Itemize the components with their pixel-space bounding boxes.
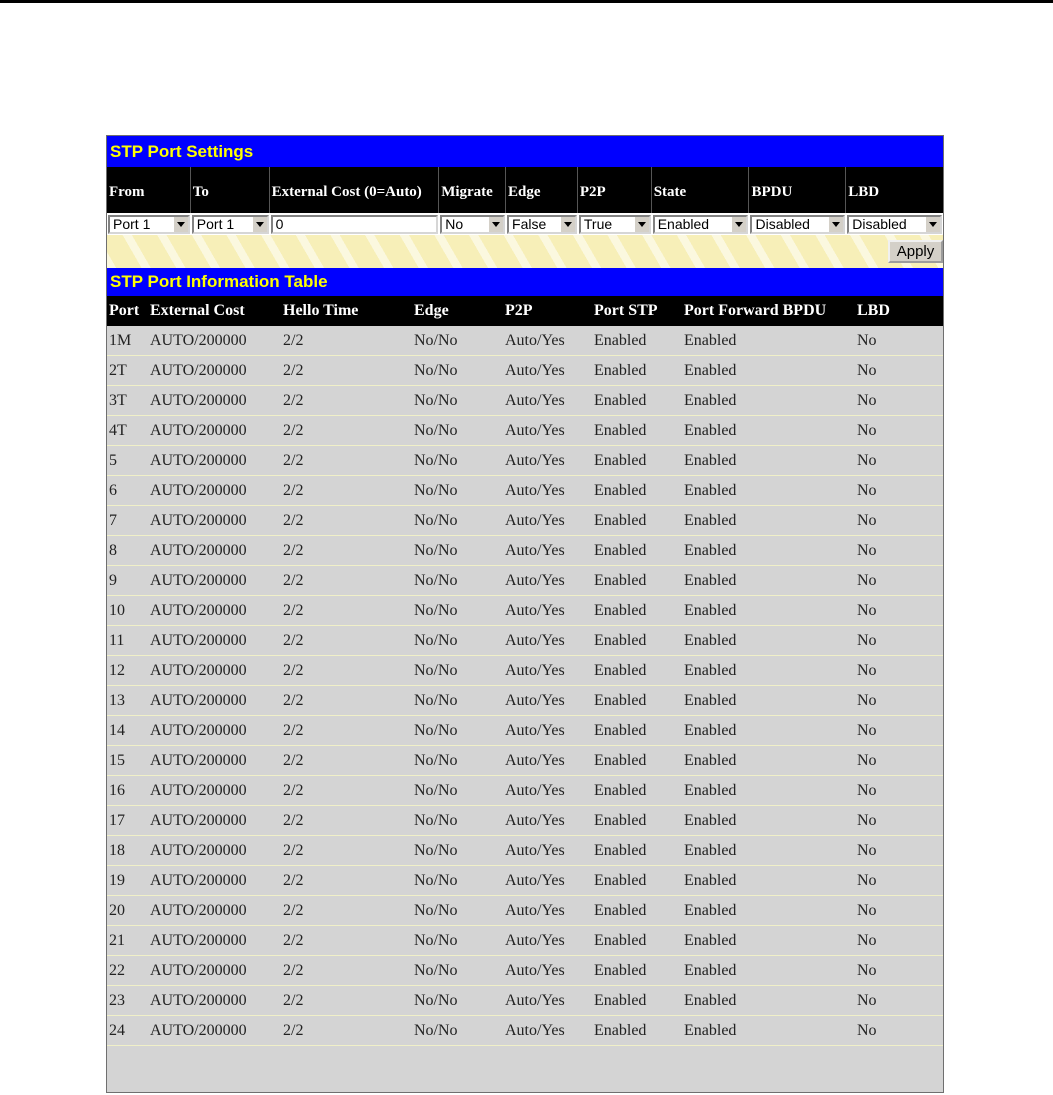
cell-edge: No/No [414, 752, 458, 769]
to-port-select[interactable] [192, 215, 269, 234]
cell-p2p: Auto/Yes [505, 422, 565, 439]
cell-port: 8 [109, 542, 117, 559]
table-row [107, 956, 943, 986]
top-divider-line [0, 0, 1053, 3]
table-row [107, 626, 943, 656]
cell-port: 1M [109, 332, 132, 349]
from-port-select[interactable] [108, 215, 190, 234]
cell-edge: No/No [414, 482, 458, 499]
cell-external-cost: AUTO/200000 [150, 392, 247, 409]
cell-hello-time: 2/2 [283, 692, 304, 709]
cell-port-stp: Enabled [594, 932, 647, 949]
table-row [107, 926, 943, 956]
cell-edge: No/No [414, 812, 458, 829]
cell-p2p: Auto/Yes [505, 392, 565, 409]
info-header-row [107, 296, 943, 326]
cell-port-stp: Enabled [594, 572, 647, 589]
cell-external-cost: AUTO/200000 [150, 812, 247, 829]
cell-lbd: No [857, 842, 877, 859]
table-row [107, 1016, 943, 1046]
migrate-select[interactable] [440, 215, 505, 234]
cell-hello-time: 2/2 [283, 812, 304, 829]
cell-external-cost: AUTO/200000 [150, 872, 247, 889]
table-row [107, 326, 943, 356]
table-row [107, 386, 943, 416]
cell-edge: No/No [414, 992, 458, 1009]
cell-hello-time: 2/2 [283, 572, 304, 589]
cell-hello-time: 2/2 [283, 422, 304, 439]
cell-p2p: Auto/Yes [505, 842, 565, 859]
cell-port: 17 [109, 812, 125, 829]
cell-edge: No/No [414, 722, 458, 739]
header-from: From [107, 167, 191, 213]
cell-hello-time: 2/2 [283, 842, 304, 859]
cell-lbd: No [857, 932, 877, 949]
cell-lbd: No [857, 392, 877, 409]
cell-port-forward-bpdu: Enabled [684, 602, 737, 619]
table-row [107, 986, 943, 1016]
cell-port-forward-bpdu: Enabled [684, 872, 737, 889]
cell-p2p: Auto/Yes [505, 692, 565, 709]
cell-port-forward-bpdu: Enabled [684, 512, 737, 529]
cell-p2p: Auto/Yes [505, 332, 565, 349]
cell-port-stp: Enabled [594, 662, 647, 679]
cell-p2p: Auto/Yes [505, 872, 565, 889]
apply-row [107, 235, 943, 268]
cell-port: 13 [109, 692, 125, 709]
cell-edge: No/No [414, 782, 458, 799]
cell-port-forward-bpdu: Enabled [684, 842, 737, 859]
cell-hello-time: 2/2 [283, 992, 304, 1009]
cell-port-forward-bpdu: Enabled [684, 692, 737, 709]
cell-port-stp: Enabled [594, 722, 647, 739]
stp-port-settings-title: STP Port Settings [107, 136, 943, 167]
cell-edge: No/No [414, 512, 458, 529]
lbd-select[interactable] [847, 215, 942, 234]
cell-port-stp: Enabled [594, 902, 647, 919]
chevron-down-icon[interactable] [925, 217, 940, 232]
cell-external-cost: AUTO/200000 [150, 1022, 247, 1039]
external-cost-input[interactable]: 0 [271, 215, 439, 234]
cell-port: 19 [109, 872, 125, 889]
cell-port-forward-bpdu: Enabled [684, 992, 737, 1009]
cell-edge: No/No [414, 362, 458, 379]
cell-edge: No/No [414, 692, 458, 709]
cell-lbd: No [857, 482, 877, 499]
cell-p2p: Auto/Yes [505, 752, 565, 769]
cell-lbd: No [857, 722, 877, 739]
cell-external-cost: AUTO/200000 [150, 782, 247, 799]
cell-port-stp: Enabled [594, 1022, 647, 1039]
bpdu-value: Disabled [755, 215, 810, 232]
cell-hello-time: 2/2 [283, 962, 304, 979]
cell-external-cost: AUTO/200000 [150, 962, 247, 979]
cell-p2p: Auto/Yes [505, 662, 565, 679]
cell-p2p: Auto/Yes [505, 452, 565, 469]
from-port-value: Port 1 [113, 215, 151, 232]
cell-lbd: No [857, 692, 877, 709]
cell-port: 6 [109, 482, 117, 499]
cell-external-cost: AUTO/200000 [150, 902, 247, 919]
cell-external-cost: AUTO/200000 [150, 722, 247, 739]
table-row [107, 356, 943, 386]
edge-value: False [512, 215, 547, 232]
cell-port-stp: Enabled [594, 992, 647, 1009]
table-row [107, 806, 943, 836]
cell-port-forward-bpdu: Enabled [684, 452, 737, 469]
cell-port-forward-bpdu: Enabled [684, 782, 737, 799]
table-row [107, 566, 943, 596]
cell-port: 7 [109, 512, 117, 529]
cell-external-cost: AUTO/200000 [150, 572, 247, 589]
cell-edge: No/No [414, 602, 458, 619]
header-p2p: P2P [578, 167, 652, 213]
cell-port-stp: Enabled [594, 392, 647, 409]
chevron-down-icon[interactable] [828, 217, 843, 232]
cell-port: 23 [109, 992, 125, 1009]
header-state: State [652, 167, 750, 213]
cell-external-cost: AUTO/200000 [150, 932, 247, 949]
cell-port: 3T [109, 392, 127, 409]
header-migrate: Migrate [439, 167, 506, 213]
cell-edge: No/No [414, 422, 458, 439]
cell-lbd: No [857, 512, 877, 529]
table-row [107, 776, 943, 806]
info-header-lbd: LBD [857, 302, 890, 319]
table-row [107, 476, 943, 506]
chevron-down-icon[interactable] [560, 217, 575, 232]
p2p-select[interactable] [579, 215, 651, 234]
cell-port-stp: Enabled [594, 512, 647, 529]
cell-hello-time: 2/2 [283, 1022, 304, 1039]
to-port-value: Port 1 [196, 215, 235, 232]
table-row [107, 836, 943, 866]
table-row [107, 536, 943, 566]
cell-lbd: No [857, 662, 877, 679]
cell-lbd: No [857, 422, 877, 439]
cell-port: 20 [109, 902, 125, 919]
cell-port-stp: Enabled [594, 362, 647, 379]
cell-port: 15 [109, 752, 125, 769]
cell-p2p: Auto/Yes [505, 812, 565, 829]
cell-hello-time: 2/2 [283, 482, 304, 499]
cell-port-stp: Enabled [594, 812, 647, 829]
header-lbd: LBD [848, 183, 880, 200]
cell-edge: No/No [414, 392, 458, 409]
chevron-down-icon[interactable] [634, 217, 649, 232]
cell-port: 18 [109, 842, 125, 859]
cell-lbd: No [857, 1022, 877, 1039]
info-header-hello-time: Hello Time [283, 302, 359, 319]
cell-p2p: Auto/Yes [505, 932, 565, 949]
cell-port: 2T [109, 362, 127, 379]
header-edge: Edge [506, 167, 578, 213]
cell-port-stp: Enabled [594, 962, 647, 979]
cell-port-stp: Enabled [594, 632, 647, 649]
cell-port-stp: Enabled [594, 332, 647, 349]
cell-port: 16 [109, 782, 125, 799]
cell-p2p: Auto/Yes [505, 362, 565, 379]
info-header-port-stp: Port STP [594, 302, 658, 319]
cell-port: 22 [109, 962, 125, 979]
state-select[interactable] [653, 215, 749, 234]
table-row [107, 896, 943, 926]
header-to: To [191, 167, 270, 213]
cell-port-forward-bpdu: Enabled [684, 332, 737, 349]
cell-port-forward-bpdu: Enabled [684, 392, 737, 409]
cell-edge: No/No [414, 872, 458, 889]
table-row [107, 656, 943, 686]
cell-lbd: No [857, 362, 877, 379]
cell-p2p: Auto/Yes [505, 542, 565, 559]
cell-hello-time: 2/2 [283, 632, 304, 649]
cell-edge: No/No [414, 662, 458, 679]
cell-port: 5 [109, 452, 117, 469]
cell-lbd: No [857, 872, 877, 889]
cell-external-cost: AUTO/200000 [150, 632, 247, 649]
cell-edge: No/No [414, 572, 458, 589]
cell-p2p: Auto/Yes [505, 572, 565, 589]
cell-lbd: No [857, 332, 877, 349]
chevron-down-icon[interactable] [731, 217, 746, 232]
bpdu-select[interactable] [750, 215, 845, 234]
cell-port-stp: Enabled [594, 842, 647, 859]
cell-p2p: Auto/Yes [505, 1022, 565, 1039]
cell-lbd: No [857, 992, 877, 1009]
table-row [107, 506, 943, 536]
cell-external-cost: AUTO/200000 [150, 992, 247, 1009]
table-row [107, 746, 943, 776]
cell-lbd: No [857, 542, 877, 559]
header-external-cost: External Cost (0=Auto) [270, 167, 440, 213]
settings-controls-row [107, 213, 943, 235]
table-row [107, 446, 943, 476]
cell-port-stp: Enabled [594, 422, 647, 439]
cell-hello-time: 2/2 [283, 662, 304, 679]
cell-external-cost: AUTO/200000 [150, 482, 247, 499]
chevron-down-icon[interactable] [488, 217, 503, 232]
edge-select[interactable] [507, 215, 577, 234]
cell-port-forward-bpdu: Enabled [684, 662, 737, 679]
cell-port: 9 [109, 572, 117, 589]
cell-port-forward-bpdu: Enabled [684, 902, 737, 919]
cell-lbd: No [857, 812, 877, 829]
info-header-external-cost: External Cost [150, 302, 245, 319]
table-row [107, 596, 943, 626]
state-value: Enabled [657, 215, 710, 232]
cell-external-cost: AUTO/200000 [150, 752, 247, 769]
cell-port-forward-bpdu: Enabled [684, 482, 737, 499]
cell-port: 11 [109, 632, 125, 649]
header-bpdu: BPDU [749, 167, 846, 213]
info-table-body [107, 326, 943, 1046]
cell-p2p: Auto/Yes [505, 962, 565, 979]
cell-p2p: Auto/Yes [505, 602, 565, 619]
cell-p2p: Auto/Yes [505, 992, 565, 1009]
cell-port-forward-bpdu: Enabled [684, 722, 737, 739]
cell-port-stp: Enabled [594, 602, 647, 619]
cell-port-forward-bpdu: Enabled [684, 812, 737, 829]
cell-port-forward-bpdu: Enabled [684, 962, 737, 979]
cell-port: 4T [109, 422, 127, 439]
cell-port-forward-bpdu: Enabled [684, 1022, 737, 1039]
info-header-port: Port [109, 302, 140, 319]
cell-p2p: Auto/Yes [505, 482, 565, 499]
cell-edge: No/No [414, 632, 458, 649]
cell-port-stp: Enabled [594, 752, 647, 769]
cell-edge: No/No [414, 902, 458, 919]
cell-hello-time: 2/2 [283, 452, 304, 469]
cell-port-stp: Enabled [594, 872, 647, 889]
stp-port-panel [106, 135, 944, 1093]
cell-hello-time: 2/2 [283, 332, 304, 349]
cell-port-forward-bpdu: Enabled [684, 932, 737, 949]
cell-hello-time: 2/2 [283, 512, 304, 529]
cell-external-cost: AUTO/200000 [150, 692, 247, 709]
cell-edge: No/No [414, 332, 458, 349]
cell-external-cost: AUTO/200000 [150, 362, 247, 379]
cell-port-forward-bpdu: Enabled [684, 632, 737, 649]
cell-hello-time: 2/2 [283, 542, 304, 559]
cell-port-stp: Enabled [594, 782, 647, 799]
info-header-p2p: P2P [505, 302, 533, 319]
apply-button[interactable]: Apply [888, 240, 943, 263]
info-header-edge: Edge [414, 302, 449, 319]
cell-port-stp: Enabled [594, 452, 647, 469]
settings-header-row [107, 167, 943, 213]
cell-hello-time: 2/2 [283, 752, 304, 769]
cell-p2p: Auto/Yes [505, 782, 565, 799]
p2p-value: True [583, 215, 613, 232]
cell-external-cost: AUTO/200000 [150, 542, 247, 559]
cell-external-cost: AUTO/200000 [150, 332, 247, 349]
cell-p2p: Auto/Yes [505, 722, 565, 739]
cell-hello-time: 2/2 [283, 782, 304, 799]
cell-hello-time: 2/2 [283, 362, 304, 379]
cell-edge: No/No [414, 452, 458, 469]
chevron-down-icon[interactable] [252, 217, 267, 232]
cell-port-forward-bpdu: Enabled [684, 542, 737, 559]
cell-p2p: Auto/Yes [505, 632, 565, 649]
cell-hello-time: 2/2 [283, 872, 304, 889]
cell-edge: No/No [414, 1022, 458, 1039]
cell-edge: No/No [414, 842, 458, 859]
cell-lbd: No [857, 752, 877, 769]
cell-lbd: No [857, 602, 877, 619]
cell-hello-time: 2/2 [283, 392, 304, 409]
cell-lbd: No [857, 632, 877, 649]
cell-port-forward-bpdu: Enabled [684, 572, 737, 589]
cell-lbd: No [857, 782, 877, 799]
cell-port-stp: Enabled [594, 542, 647, 559]
migrate-value: No [445, 215, 464, 232]
cell-port-forward-bpdu: Enabled [684, 362, 737, 379]
cell-port-stp: Enabled [594, 482, 647, 499]
cell-edge: No/No [414, 962, 458, 979]
cell-hello-time: 2/2 [283, 932, 304, 949]
cell-port: 12 [109, 662, 125, 679]
cell-external-cost: AUTO/200000 [150, 662, 247, 679]
lbd-value: Disabled [852, 215, 907, 232]
cell-port-forward-bpdu: Enabled [684, 422, 737, 439]
cell-external-cost: AUTO/200000 [150, 602, 247, 619]
table-row [107, 716, 943, 746]
chevron-down-icon[interactable] [173, 217, 188, 232]
table-row [107, 416, 943, 446]
cell-external-cost: AUTO/200000 [150, 512, 247, 529]
cell-edge: No/No [414, 542, 458, 559]
cell-p2p: Auto/Yes [505, 512, 565, 529]
cell-hello-time: 2/2 [283, 722, 304, 739]
cell-external-cost: AUTO/200000 [150, 842, 247, 859]
cell-lbd: No [857, 962, 877, 979]
table-row [107, 866, 943, 896]
cell-p2p: Auto/Yes [505, 902, 565, 919]
cell-port: 14 [109, 722, 125, 739]
cell-hello-time: 2/2 [283, 902, 304, 919]
cell-edge: No/No [414, 932, 458, 949]
cell-port: 21 [109, 932, 125, 949]
cell-port: 24 [109, 1022, 125, 1039]
cell-lbd: No [857, 902, 877, 919]
cell-lbd: No [857, 452, 877, 469]
table-row [107, 686, 943, 716]
stp-port-information-title: STP Port Information Table [107, 268, 943, 296]
info-header-port-forward-bpdu: Port Forward BPDU [684, 302, 827, 319]
cell-lbd: No [857, 572, 877, 589]
cell-port-stp: Enabled [594, 692, 647, 709]
cell-external-cost: AUTO/200000 [150, 422, 247, 439]
cell-hello-time: 2/2 [283, 602, 304, 619]
cell-port: 10 [109, 602, 125, 619]
cell-port-forward-bpdu: Enabled [684, 752, 737, 769]
cell-external-cost: AUTO/200000 [150, 452, 247, 469]
